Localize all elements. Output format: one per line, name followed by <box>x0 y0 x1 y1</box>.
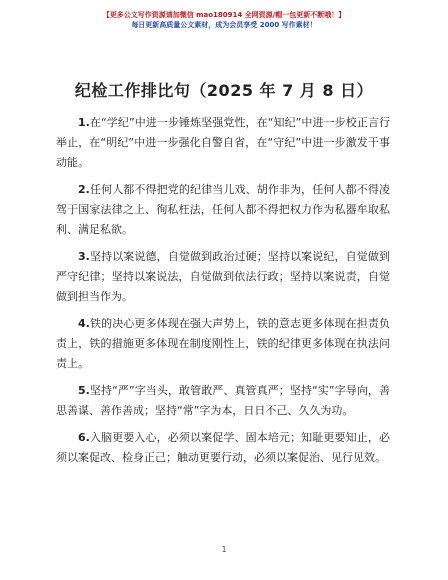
paragraph-text: 任何人都不得把党的纪律当儿戏、胡作非为，任何人都不得凌驾于国家法律之上、徇私枉法，任何人都不得把权力作为私器牟取私利、满足私欲。 <box>56 183 390 236</box>
paragraph-number: 3. <box>78 250 90 263</box>
paragraph-4 <box>56 314 390 374</box>
paragraph-text: 坚持以案说德，自觉做到政治过硬；坚持以案说纪，自觉做到严守纪律；坚持以案说法，自觉做到依法行政；坚持以案说责，自觉做到担当作为。 <box>56 250 390 303</box>
promo-line-2: 每日更新高质量公文素材，成为会员享受 2000 写作素材！ <box>131 21 317 29</box>
paragraph-5 <box>56 381 390 421</box>
paragraph-text: 坚持“严”字当头，敢管敢严、真管真严；坚持“实”字导向，善思善谋、善作善成；坚持“常”字为本，日日不己、久久为功。 <box>56 384 390 417</box>
promo-header <box>0 10 448 30</box>
paragraph-number: 2. <box>78 183 90 196</box>
paragraph-2 <box>56 180 390 240</box>
paragraph-number: 5. <box>78 384 90 397</box>
document-body <box>56 113 390 475</box>
paragraph-text: 在“学纪”中进一步锤炼坚强党性，在“知纪”中进一步校正言行举止，在“明纪”中进一步强化自警自省，在“守纪”中进一步激发干事动能。 <box>56 116 390 169</box>
promo-line-1: 【更多公文写作资源请加微信 mao180914 全网资源/帽一包更新不断哦！】 <box>102 11 346 19</box>
paragraph-number: 1. <box>78 116 90 129</box>
document-title: 纪检工作排比句（2025 年 7 月 8 日） <box>74 81 374 100</box>
paragraph-text: 铁的决心更多体现在强大声势上，铁的意志更多体现在担责负责上，铁的措施更多体现在制度刚性上，铁的纪律更多体现在执法问责上。 <box>56 317 390 370</box>
paragraph-number: 4. <box>78 317 90 330</box>
paragraph-number: 6. <box>78 431 90 444</box>
paragraph-text: 入脑更要入心，必须以案促学、固本培元；知耻更要知止，必须以案促改、检身正己；触动更要行动，必须以案促治、见行见效。 <box>56 431 390 464</box>
paragraph-1 <box>56 113 390 173</box>
paragraph-6 <box>56 428 390 468</box>
page-number: 1 <box>221 545 227 554</box>
paragraph-3 <box>56 247 390 307</box>
